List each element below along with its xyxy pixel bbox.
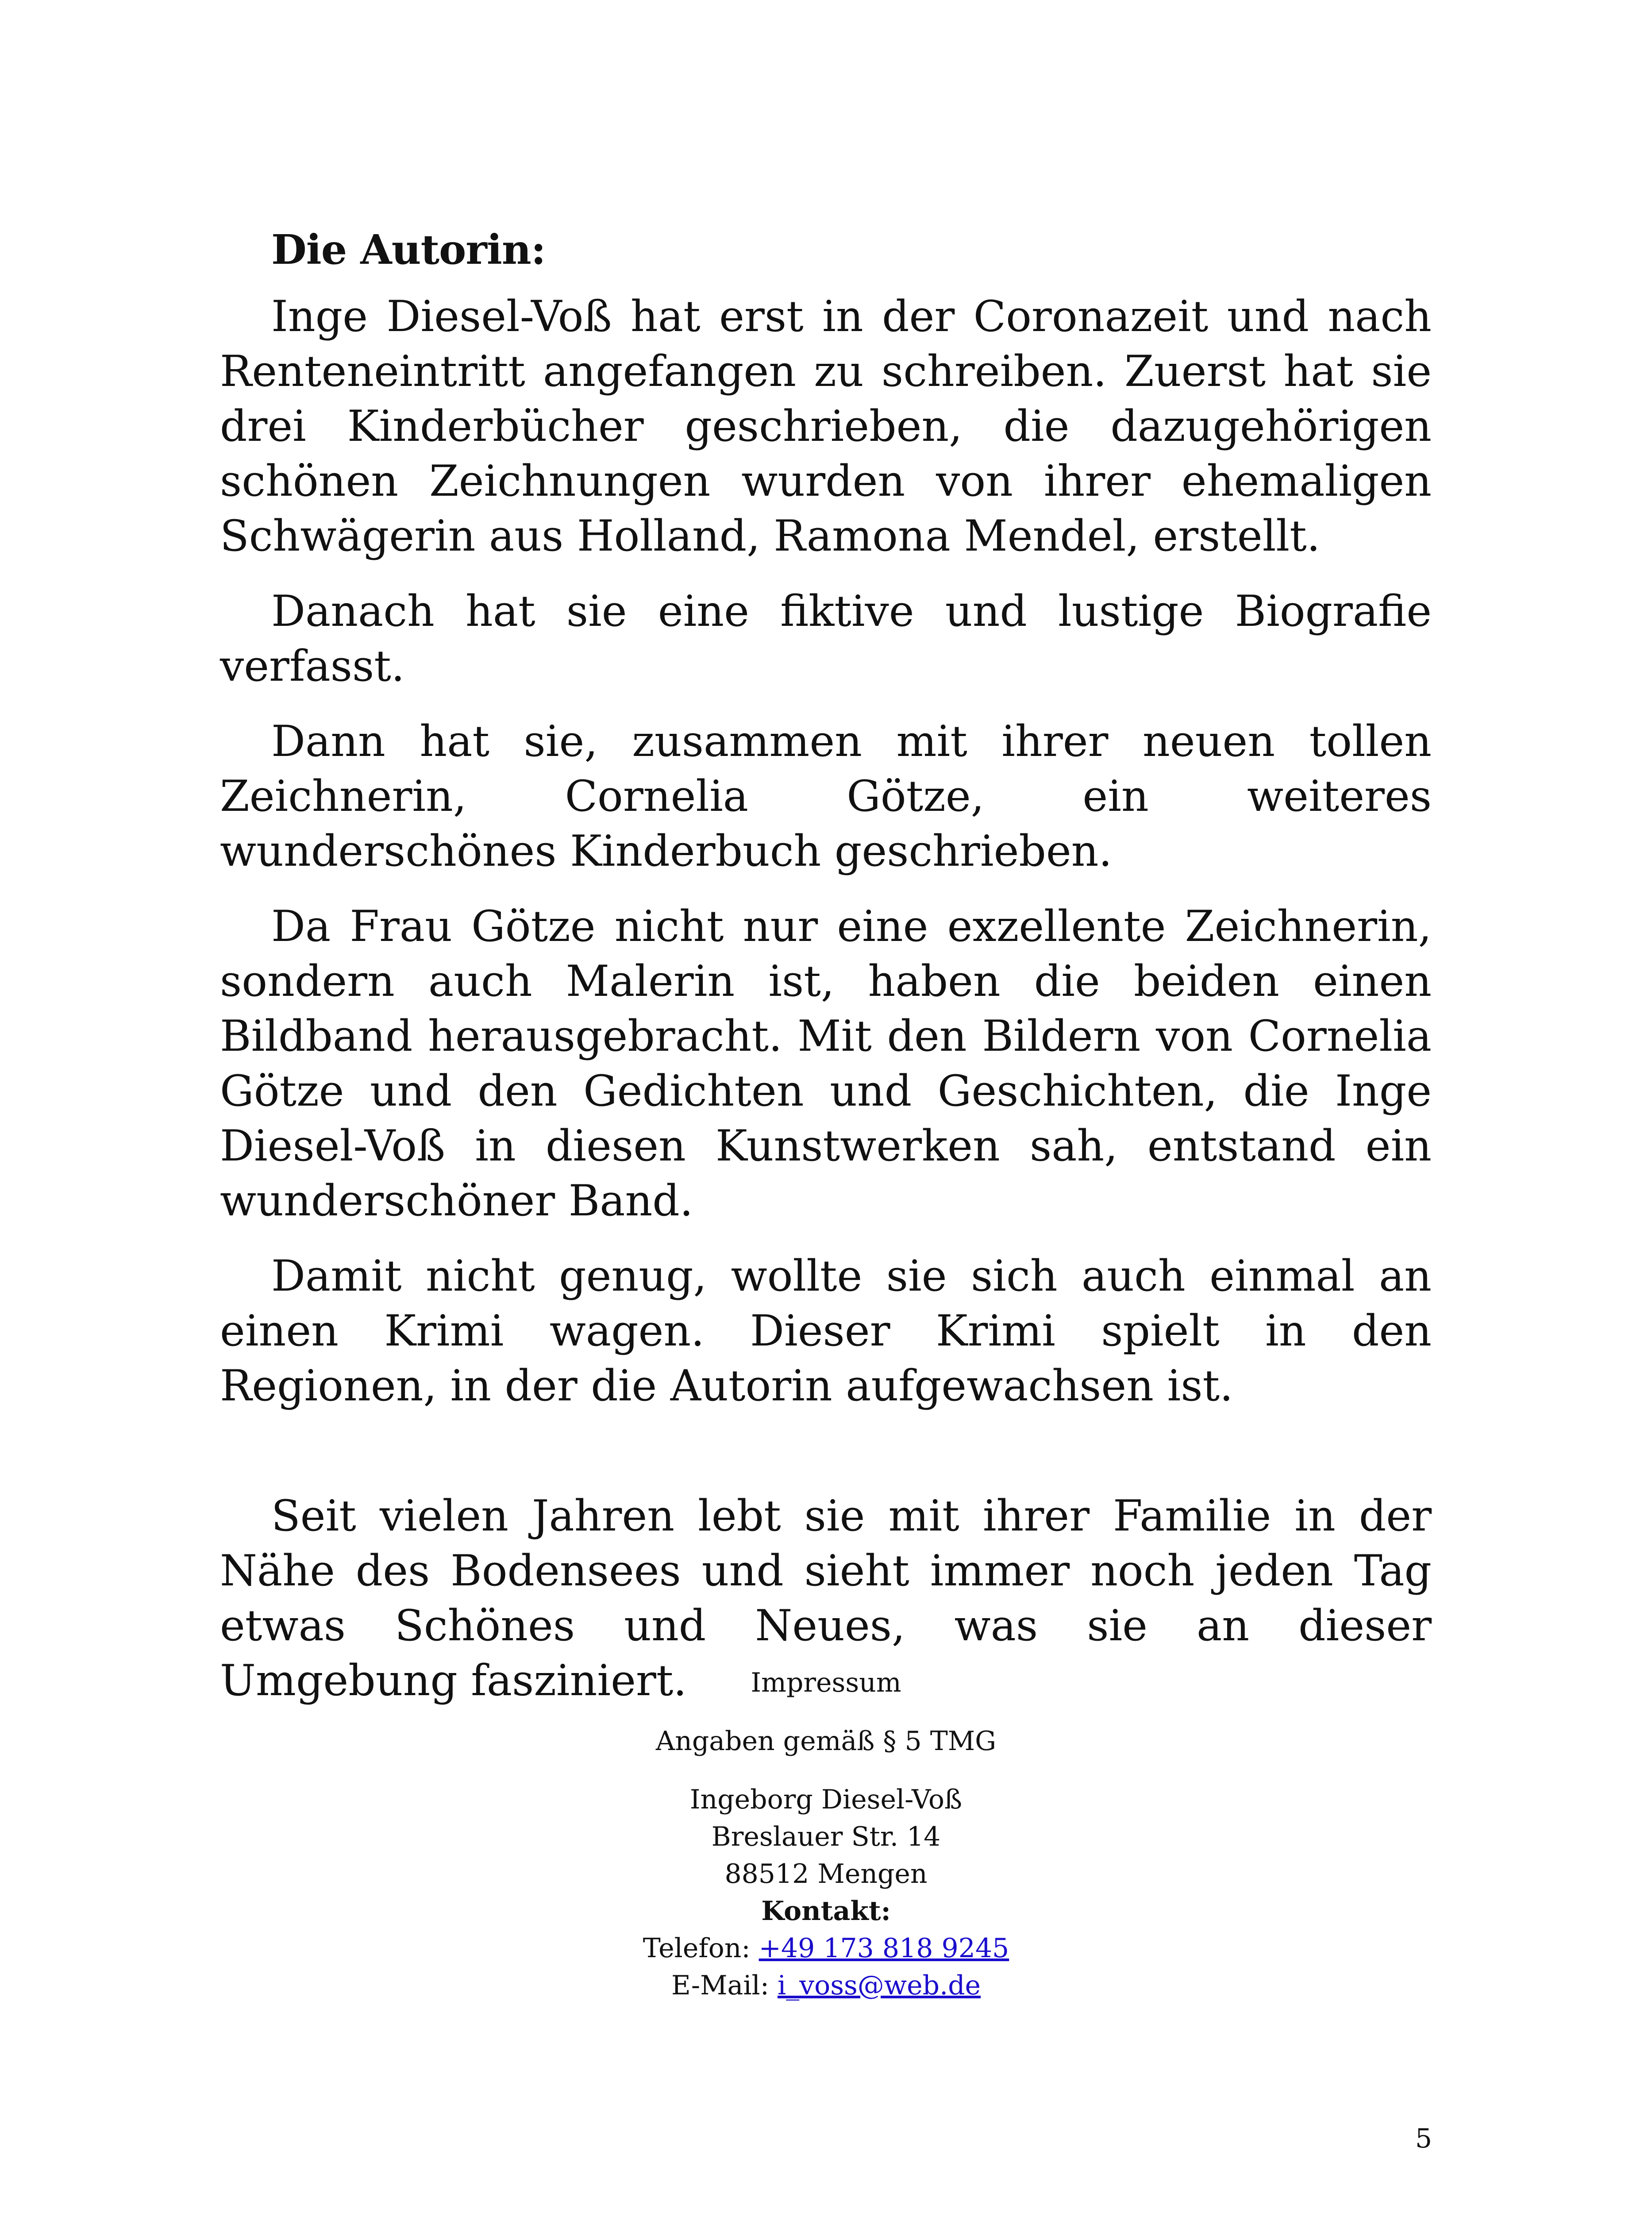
email-link[interactable]: i_voss@web.de [778,1970,981,2001]
impressum [0,1664,1652,2004]
paragraph-crime-novel: Damit nicht genug, wollte sie sich auch einmal an einen Krimi wagen. Dieser Krimi spielt in den Regionen, in der die Autorin aufgewachsen ist. [220,1251,1432,1411]
phone-label: Telefon: [643,1933,759,1964]
paragraph-childrens-book: Dann hat sie, zusammen mit ihrer neuen tollen Zeichnerin, Cornelia Götze, ein weiteres wunderschönes Kinderbuch geschrieben. [220,716,1432,876]
impressum-phone-line [0,1930,1652,1967]
paragraph-biography: Danach hat sie eine fiktive und lustige Biografie verfasst. [220,586,1432,691]
phone-link[interactable]: +49 173 818 9245 [759,1933,1009,1964]
email-label: E-Mail: [671,1970,778,2001]
paragraph-residence: Seit vielen Jahren lebt sie mit ihrer Familie in der Nähe des Bodensees und sieht immer noch jeden Tag etwas Schönes und Neues, was sie an dieser Umgebung fasziniert. [220,1491,1432,1705]
paragraph-picture-book: Da Frau Götze nicht nur eine exzellente Zeichnerin, sondern auch Malerin ist, haben die beiden einen Bildband herausgebracht. Mit den Bildern von Cornelia Götze und den Gedichten und Geschichten, die Inge Diesel-Voß in diesen Kunstwerken sah, entstand ein wunderschöner Band. [220,901,1432,1226]
impressum-contact-label: Kontakt: [761,1896,891,1927]
paragraph-intro: Inge Diesel-Voß hat erst in der Coronazeit und nach Renteneintritt angefangen zu schreiben. Zuerst hat sie drei Kinderbücher geschrieben, die dazugehörigen schönen Zeichnungen wurden von ihrer ehemaligen Schwägerin aus Holland, Ramona Mendel, erstellt. [220,291,1432,561]
impressum-title: Impressum [751,1667,901,1698]
impressum-street: Breslauer Str. 14 [711,1821,941,1852]
page-number: 5 [1415,2123,1432,2154]
impressum-name: Ingeborg Diesel-Voß [689,1784,963,1815]
main-content [220,221,1432,1728]
section-heading: Die Autorin: [271,226,546,274]
impressum-city: 88512 Mengen [724,1858,928,1889]
impressum-email-line [0,1967,1652,2004]
impressum-legal-note: Angaben gemäß § 5 TMG [655,1726,997,1757]
